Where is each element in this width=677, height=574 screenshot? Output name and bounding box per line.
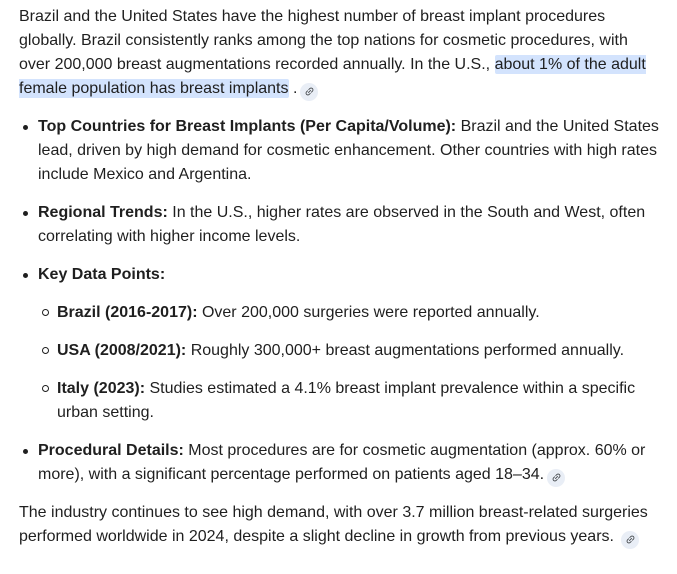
sub-list-item <box>42 339 661 363</box>
bullet-icon <box>23 263 38 278</box>
sub-list-item-text: Over 200,000 surgeries were reported annually. <box>197 304 540 321</box>
list-item <box>23 115 661 187</box>
hollow-bullet-icon <box>42 339 57 354</box>
sub-list-item-body <box>57 301 661 325</box>
sub-list-item-body <box>57 377 661 425</box>
sub-bullet-list <box>19 301 661 425</box>
list-item-body <box>38 201 661 249</box>
bullet-list <box>19 115 661 487</box>
sub-list-item-text: Roughly 300,000+ breast augmentations performed annually. <box>186 342 625 359</box>
link-icon <box>304 86 315 97</box>
citation-chip-outro[interactable] <box>621 531 639 549</box>
list-item <box>23 439 661 487</box>
outro-paragraph <box>19 501 661 549</box>
sub-list-item-lead: USA (2008/2021): <box>57 342 187 359</box>
hollow-bullet-icon <box>42 301 57 316</box>
list-item-body <box>38 115 661 187</box>
outro-text: The industry continues to see high demand, with over 3.7 million breast-related surgeries performed worldwide in 2024, despite a slight decline in growth from previous years. <box>19 504 648 545</box>
hollow-bullet-icon <box>42 377 57 392</box>
link-icon <box>625 534 636 545</box>
list-item-body <box>38 439 661 487</box>
cited-highlight-text[interactable]: about 1% of the adult female population has breast implants <box>19 56 646 97</box>
intro-text-after: . <box>288 80 298 97</box>
list-item-lead: Top Countries for Breast Implants (Per Capita/Volume): <box>38 118 457 135</box>
list-item-text: Brazil and the United States lead, driven by high demand for cosmetic enhancement. Other countries with high rates include Mexico and Argentina. <box>38 118 659 183</box>
bullet-icon <box>23 439 38 454</box>
intro-text: Brazil and the United States have the highest number of breast implant procedures globally. Brazil consistently ranks among the top nations for cosmetic procedures, with over 200,000 breast augmentations recorded annually. In the U.S., <box>19 8 628 73</box>
bullet-icon <box>23 115 38 130</box>
bullet-icon <box>23 201 38 216</box>
intro-paragraph <box>19 5 661 101</box>
list-item-text: In the U.S., higher rates are observed in the South and West, often correlating with higher income levels. <box>38 204 646 245</box>
sub-list-item-lead: Brazil (2016-2017): <box>57 304 198 321</box>
citation-chip-procedural[interactable] <box>547 469 565 487</box>
list-item-body <box>38 263 661 287</box>
citation-chip-intro[interactable] <box>300 83 318 101</box>
list-item <box>23 263 661 287</box>
sub-list-item <box>42 377 661 425</box>
sub-list-item-lead: Italy (2023): <box>57 380 146 397</box>
link-icon <box>551 472 562 483</box>
list-item-lead: Key Data Points: <box>38 266 166 283</box>
list-item <box>23 201 661 249</box>
sub-list-item <box>42 301 661 325</box>
sub-list-item-text: Studies estimated a 4.1% breast implant prevalence within a specific urban setting. <box>57 380 636 421</box>
list-item-lead: Procedural Details: <box>38 442 184 459</box>
list-item-text: Most procedures are for cosmetic augmentation (approx. 60% or more), with a significant percentage performed on patients aged 18–34. <box>38 442 646 483</box>
sub-list-item-body <box>57 339 661 363</box>
list-item-lead: Regional Trends: <box>38 204 168 221</box>
